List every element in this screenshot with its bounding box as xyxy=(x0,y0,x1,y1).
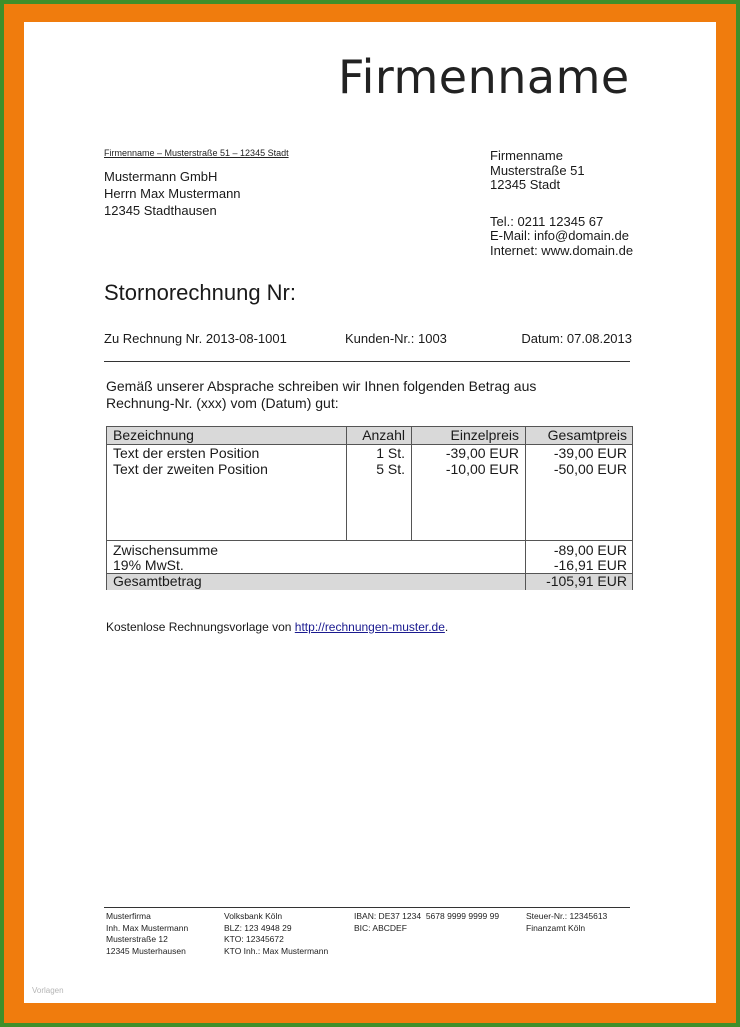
company-info-name: Firmenname xyxy=(490,148,563,163)
footer-bic: BIC: ABCDEF xyxy=(354,922,407,933)
company-info-street: Musterstraße 51 xyxy=(490,162,585,178)
row-2-description: Text der zweiten Position xyxy=(113,461,268,477)
footer-tax-number: Steuer-Nr.: 12345613 xyxy=(526,911,608,921)
row-1-total: -39,00 EUR xyxy=(553,445,627,461)
document-meta-row xyxy=(104,331,632,347)
footer-city: 12345 Musterhausen xyxy=(106,945,186,956)
row-2-total: -50,00 EUR xyxy=(553,461,627,477)
header-quantity: Anzahl xyxy=(362,427,405,443)
row-1-quantity: 1 St. xyxy=(376,445,405,461)
company-info-email: E-Mail: info@domain.de xyxy=(490,228,629,243)
header-description: Bezeichnung xyxy=(113,427,194,443)
header-unit-price: Einzelpreis xyxy=(450,427,519,443)
template-website-link[interactable]: http://rechnungen-muster.de xyxy=(294,620,445,634)
footer-bank-column xyxy=(224,911,328,957)
invoice-page xyxy=(24,22,716,1003)
separator-line xyxy=(104,361,630,362)
footer-bank-name: Volksbank Köln xyxy=(224,911,283,921)
recipient-address xyxy=(104,168,241,219)
company-info-city: 12345 Stadt xyxy=(490,177,561,192)
row-2-unit-price: -10,00 EUR xyxy=(445,461,519,477)
company-name-title: Firmenname xyxy=(338,50,630,104)
recipient-person: Herrn Max Mustermann xyxy=(104,186,241,201)
grand-total-value: -105,91 EUR xyxy=(546,573,627,589)
company-info-web: Internet: www.domain.de xyxy=(490,242,634,258)
footer-company-column xyxy=(106,911,188,957)
invoice-table xyxy=(106,426,633,590)
recipient-city: 12345 Stadthausen xyxy=(104,203,217,218)
recipient-company: Mustermann GmbH xyxy=(104,169,218,184)
footer-company-name: Musterfirma xyxy=(106,911,151,921)
company-info-phone: Tel.: 0211 12345 67 xyxy=(490,213,604,229)
footer-owner: Inh. Max Mustermann xyxy=(106,922,189,933)
row-1-description: Text der ersten Position xyxy=(113,445,260,461)
intro-text xyxy=(106,378,626,412)
footer-account-holder: KTO Inh.: Max Mustermann xyxy=(224,945,329,956)
vat-label: 19% MwSt. xyxy=(113,557,184,573)
intro-line-1: Gemäß unserer Absprache schreiben wir Ihnen folgenden Betrag aus xyxy=(106,378,537,394)
sender-address-line: Firmenname – Musterstraße 51 – 12345 Stadt xyxy=(104,148,289,158)
footer-iban-column xyxy=(354,911,499,934)
document-date: Datum: 07.08.2013 xyxy=(521,331,632,346)
watermark-text: Vorlagen xyxy=(32,986,64,995)
template-credit-line xyxy=(106,620,448,634)
footer-iban: IBAN: DE37 1234 5678 9999 9999 99 xyxy=(354,911,500,921)
footer-bank-code: BLZ: 123 4948 29 xyxy=(224,922,292,933)
customer-number: Kunden-Nr.: 1003 xyxy=(345,331,447,346)
footer-tax-column xyxy=(526,911,607,934)
footer-separator xyxy=(104,907,630,908)
vat-value: -16,91 EUR xyxy=(553,557,627,573)
row-1-unit-price: -39,00 EUR xyxy=(445,445,519,461)
invoice-reference: Zu Rechnung Nr. 2013-08-1001 xyxy=(104,331,287,346)
credit-prefix: Kostenlose Rechnungsvorlage von xyxy=(106,620,295,634)
document-title: Stornorechnung Nr: xyxy=(104,280,296,305)
footer-tax-office: Finanzamt Köln xyxy=(526,922,586,933)
header-total-price: Gesamtpreis xyxy=(547,427,627,443)
footer-street: Musterstraße 12 xyxy=(106,934,168,944)
row-2-quantity: 5 St. xyxy=(376,461,405,477)
footer-account-number: KTO: 12345672 xyxy=(224,934,284,944)
subtotal-value: -89,00 EUR xyxy=(553,542,627,558)
subtotal-label: Zwischensumme xyxy=(113,542,219,558)
credit-suffix: . xyxy=(444,620,449,634)
grand-total-label: Gesamtbetrag xyxy=(113,573,202,589)
intro-line-2: Rechnung-Nr. (xxx) vom (Datum) gut: xyxy=(106,395,339,411)
company-contact-block xyxy=(490,149,633,258)
